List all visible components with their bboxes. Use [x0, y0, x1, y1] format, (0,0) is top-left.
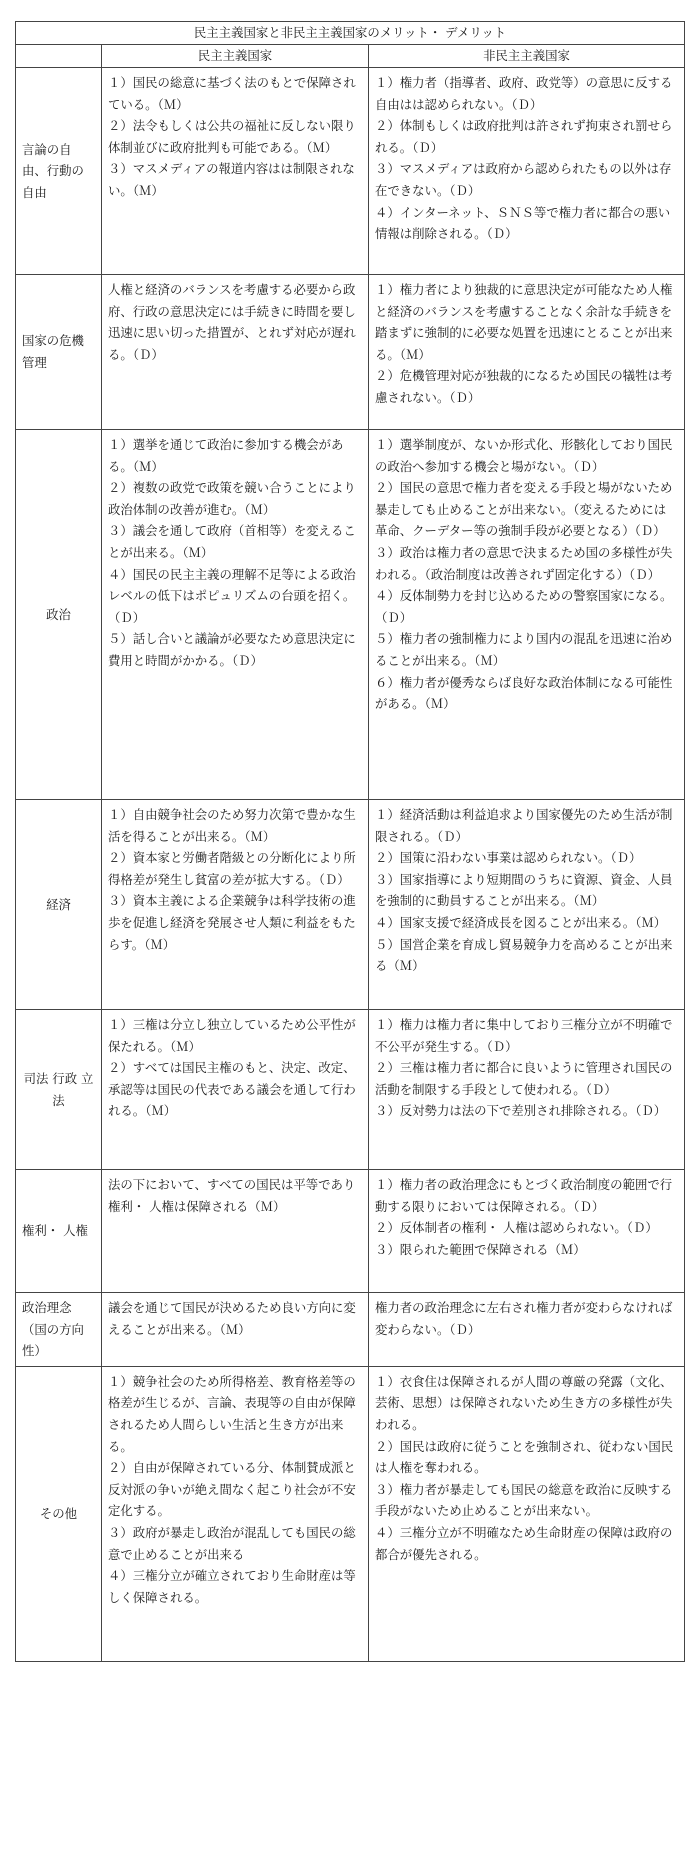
nondemocratic-cell: [369, 1010, 685, 1170]
list-item: ３）政治は権力者の意思で決まるため国の多様性が失われる。（政治制度は改善されず固定化する）（Ｄ）: [375, 544, 673, 582]
nondemocratic-list: [375, 1371, 678, 1565]
democratic-cell: [102, 1366, 369, 1661]
header-blank: [16, 45, 102, 68]
list-item: ４）国家支援で経済成長を図ることが出来る。（Ｍ）: [375, 914, 667, 930]
democratic-cell: [102, 68, 369, 275]
table-row: [16, 1010, 685, 1170]
row-category: 権利・ 人権: [16, 1170, 102, 1293]
democratic-text: 法の下において、すべての国民は平等であり権利・ 人権は保障される（Ｍ）: [108, 1177, 356, 1214]
democratic-cell: [102, 1010, 369, 1170]
list-item: １）権力は権力者に集中しており三権分立が不明確で不公平が発生する。（Ｄ）: [375, 1017, 673, 1054]
list-item: ２）法令もしくは公共の福祉に反しない限り体制並びに政府批判も可能である。（Ｍ）: [108, 118, 356, 155]
list-item: １）競争社会のため所得格差、教育格差等の格差が生じるが、言論、表現等の自由が保障されるため人間らしい生活と生き方が出来る。: [108, 1373, 356, 1454]
democratic-list: [108, 1371, 362, 1609]
list-item: ４）国民の民主主義の理解不足等による政治レベルの低下はポピュリズムの台頭を招く。（Ｄ）: [108, 566, 356, 625]
nondemocratic-cell: [369, 1170, 685, 1293]
list-item: ３）資本主義による企業競争は科学技術の進歩を促進し経済を発展させ人類に利益をもたらす。（Ｍ）: [108, 893, 356, 952]
table-row: [16, 1170, 685, 1293]
list-item: ２）資本家と労働者階級との分断化により所得格差が発生し貧富の差が拡大する。（Ｄ）: [108, 850, 356, 887]
header-row: [16, 45, 685, 68]
democratic-list: [108, 72, 362, 202]
list-item: ３）限られた範囲で保障される（Ｍ）: [375, 1241, 586, 1257]
list-item: ２）体制もしくは政府批判は許されず拘束され罰せられる。（Ｄ）: [375, 118, 673, 155]
list-item: ３）議会を通して政府（首相等）を変えることが出来る。（Ｍ）: [108, 523, 356, 560]
list-item: １）衣食住は保障されるが人間の尊厳の発露（文化、芸術、思想）は保障されないため生き方の多様性が失われる。: [375, 1373, 673, 1432]
nondemocratic-list: [375, 1174, 678, 1260]
list-item: １）権力者により独裁的に意思決定が可能なため人権と経済のバランスを考慮することなく余計な手続きを踏まずに強制的に必要な処置を迅速にとることが出来る。（Ｍ）: [375, 282, 673, 362]
democratic-text: 人権と経済のバランスを考慮する必要から政府、行政の意思決定には手続きに時間を要し迅速に思い切った措置が、とれず対応が遅れる。（Ｄ）: [108, 282, 356, 362]
list-item: ２）すべては国民主権のもと、決定、改定、承認等は国民の代表である議会を通して行われる。（Ｍ）: [108, 1060, 356, 1119]
comparison-table: [15, 21, 685, 1662]
list-item: １）選挙を通じて政治に参加する機会がある。（Ｍ）: [108, 437, 344, 474]
list-item: １）自由競争社会のため努力次第で豊かな生活を得ることが出来る。（Ｍ）: [108, 807, 356, 844]
table-row: [16, 1293, 685, 1367]
democratic-text: 議会を通じて国民が決めるため良い方向に変えることが出来る。（Ｍ）: [108, 1300, 356, 1337]
row-category: 言論の自由、行動の自由: [16, 68, 102, 275]
list-item: ２）国策に沿わない事業は認められない。（Ｄ）: [375, 850, 642, 866]
table-row: [16, 275, 685, 430]
list-item: ３）マスメディアの報道内容はは制限されない。（Ｍ）: [108, 161, 355, 198]
row-category: 経済: [16, 800, 102, 1010]
title-row: [16, 22, 685, 45]
list-item: ３）反対勢力は法の下で差別され排除される。（Ｄ）: [375, 1103, 667, 1119]
nondemocratic-list: [375, 434, 678, 715]
nondemocratic-list: [375, 72, 678, 245]
list-item: １）選挙制度が、ないか形式化、形骸化しており国民の政治へ参加する機会と場がない。（Ｄ）: [375, 437, 673, 474]
row-category: 国家の危機管理: [16, 275, 102, 430]
comparison-document: [15, 21, 684, 1662]
header-democratic: 民主主義国家: [102, 45, 369, 68]
list-item: ４）三権分立が確立されており生命財産は等しく保障される。: [108, 1568, 356, 1605]
table-row: [16, 1366, 685, 1661]
header-nondemocratic: 非民主主義国家: [369, 45, 685, 68]
democratic-cell: [102, 430, 369, 800]
nondemocratic-cell: [369, 1293, 685, 1367]
list-item: ２）国民の意思で権力者を変える手段と場がないため暴走しても止めることが出来ない。（変えるためには革命、クーデター等の強制手段が必要となる）（Ｄ）: [375, 480, 673, 539]
list-item: １）国民の総意に基づく法のもとで保障されている。（Ｍ）: [108, 75, 356, 112]
democratic-cell: [102, 1293, 369, 1367]
list-item: ５）国営企業を育成し貿易競争力を高めることが出来る（Ｍ）: [375, 936, 673, 974]
nondemocratic-cell: [369, 68, 685, 275]
democratic-list: [108, 804, 362, 955]
list-item: ３）権力者が暴走しても国民の総意を政治に反映する手段がないため止めることが出来ない。: [375, 1481, 673, 1519]
list-item: ３）政府が暴走し政治が混乱しても国民の総意で止めることが出来る: [108, 1524, 356, 1562]
democratic-cell: [102, 800, 369, 1010]
table-row: [16, 800, 685, 1010]
row-category: 司法 行政 立法: [16, 1010, 102, 1170]
list-item: ４）反体制勢力を封じ込めるための警察国家になる。（Ｄ）: [375, 588, 673, 625]
list-item: ５）権力者の強制権力により国内の混乱を迅速に治めることが出来る。（Ｍ）: [375, 631, 673, 668]
list-item: ２）三権は権力者に都合に良いように管理され国民の活動を制限する手段として使われる。（Ｄ）: [375, 1060, 673, 1097]
list-item: ２）危機管理対応が独裁的になるため国民の犠牲は考慮されない。（Ｄ）: [375, 368, 673, 405]
list-item: ３）マスメディアは政府から認められたもの以外は存在できない。（Ｄ）: [375, 161, 672, 198]
list-item: ２）反体制者の権利・ 人権は認められない。（Ｄ）: [375, 1220, 658, 1236]
nondemocratic-text: 権力者の政治理念に左右され権力者が変わらなければ変わらない。（Ｄ）: [375, 1300, 673, 1337]
list-item: ２）国民は政府に従うことを強制され、従わない国民は人権を奪われる。: [375, 1438, 674, 1476]
table-row: [16, 430, 685, 800]
list-item: ２）複数の政党で政策を競い合うことにより政治体制の改善が進む。（Ｍ）: [108, 480, 356, 517]
nondemocratic-list: [375, 1014, 678, 1122]
democratic-cell: [102, 1170, 369, 1293]
row-category: その他: [16, 1366, 102, 1661]
list-item: １）権力者の政治理念にもとづく政治制度の範囲で行動する限りにおいては保障される。（Ｄ）: [375, 1177, 673, 1214]
nondemocratic-list: [375, 279, 678, 409]
list-item: ３）国家指導により短期間のうちに資源、資金、人員を強制的に動員することが出来る。（Ｍ）: [375, 871, 673, 909]
list-item: ４）三権分立が不明確なため生命財産の保障は政府の都合が優先される。: [375, 1524, 673, 1562]
table-row: [16, 68, 685, 275]
list-item: ４）インターネット、ＳＮＳ等で権力者に都合の悪い情報は削除される。（Ｄ）: [375, 204, 671, 242]
row-category: 政治: [16, 430, 102, 800]
democratic-list: [108, 434, 362, 672]
nondemocratic-cell: [369, 1366, 685, 1661]
list-item: ６）権力者が優秀ならば良好な政治体制になる可能性がある。（Ｍ）: [375, 674, 673, 712]
list-item: ５）話し合いと議論が必要なため意思決定に費用と時間がかかる。（Ｄ）: [108, 631, 356, 668]
democratic-list: [108, 1014, 362, 1122]
list-item: ２）自由が保障されている分、体制賛成派と反対派の争いが絶え間なく起こり社会が不安定化する。: [108, 1460, 356, 1519]
nondemocratic-cell: [369, 430, 685, 800]
table-title: 民主主義国家と非民主主義国家のメリット・ デメリット: [16, 22, 685, 45]
row-category: 政治理念（国の方向性）: [16, 1293, 102, 1367]
nondemocratic-list: [375, 804, 678, 977]
nondemocratic-cell: [369, 800, 685, 1010]
list-item: １）三権は分立し独立しているため公平性が保たれる。（Ｍ）: [108, 1017, 356, 1054]
nondemocratic-cell: [369, 275, 685, 430]
table-body: [16, 68, 685, 1662]
list-item: １）経済活動は利益追求より国家優先のため生活が制限される。（Ｄ）: [375, 807, 673, 844]
list-item: １）権力者（指導者、政府、政党等）の意思に反する自由はは認められない。（Ｄ）: [375, 75, 673, 112]
democratic-cell: [102, 275, 369, 430]
